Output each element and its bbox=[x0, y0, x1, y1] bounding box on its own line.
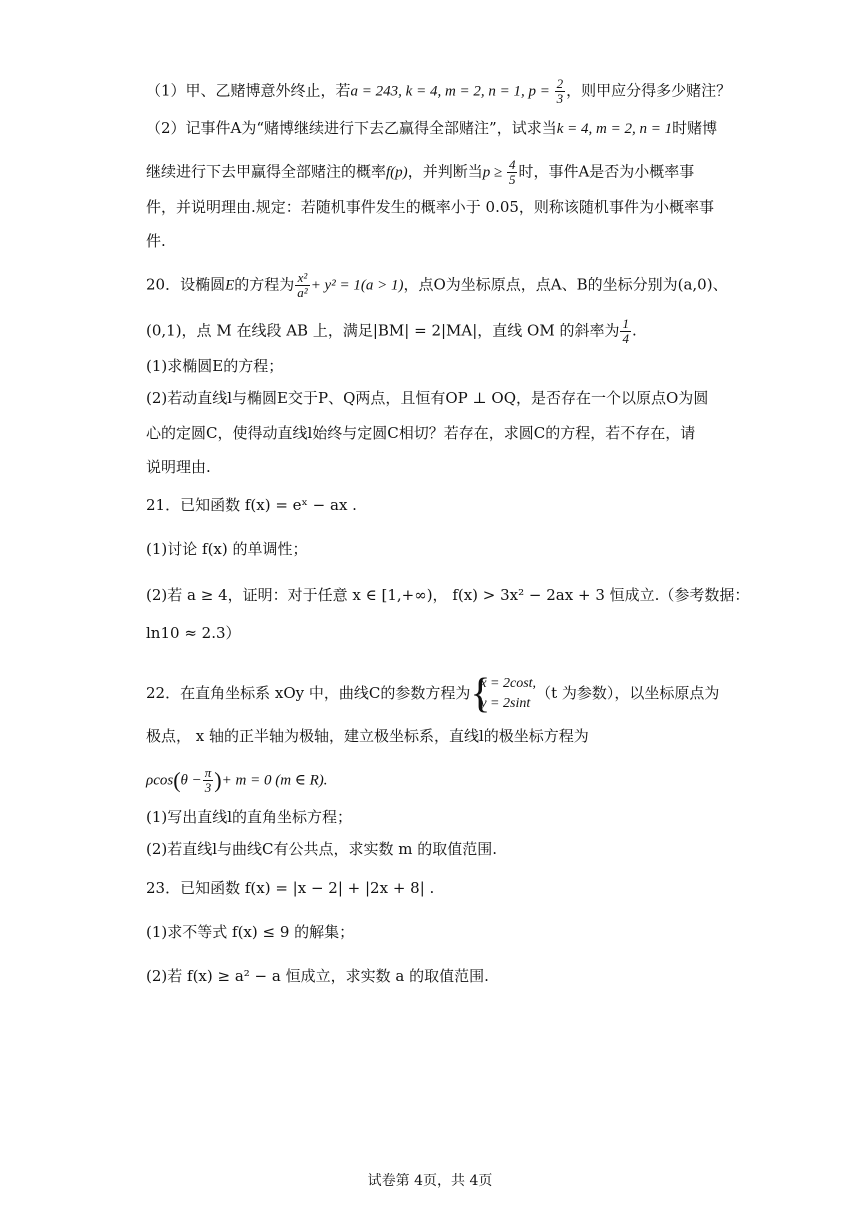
q22-line2: 极点， x 轴的正半轴为极轴，建立极坐标系，直线l的极坐标方程为 bbox=[146, 727, 589, 745]
q19-part1: （1）甲、乙赌博意外终止，若a = 243, k = 4, m = 2, n = 1, p = $\frac{2}{3}$ ，则甲应分得多少赌注？ bbox=[146, 76, 732, 106]
q22-parametric-system: { x = 2cost, y = 2sint bbox=[470, 671, 537, 717]
q19-part2-line2: 继续进行下去甲赢得全部赌注的概率f(p)，并判断当p ≥ $\frac{4}{5}$ 时，事件A是否为小概率事 bbox=[146, 157, 695, 187]
q21-sub2-line2: ln10 ≈ 2.3） bbox=[146, 624, 241, 642]
q22-line1: 22．在直角坐标系 xOy 中，曲线C的参数方程为 { x = 2cost, y = 2sint （t 为参数），以坐标原点为 bbox=[146, 671, 720, 717]
q20-sub2-line1: (2)若动直线l与椭圆E交于P、Q两点，且恒有OP ⊥ OQ，是否存在一个以原点O为圆 bbox=[146, 389, 709, 407]
q20-sub2-line3: 说明理由. bbox=[146, 458, 211, 476]
q19-part2-line1: （2）记事件A为“赌博继续进行下去乙赢得全部赌注”，试求当k = 4, m = 2, n = 1时赌博 bbox=[146, 119, 718, 137]
q23-sub1: (1)求不等式 f(x) ≤ 9 的解集； bbox=[146, 923, 355, 941]
q21-line1: 21．已知函数 f(x) = eˣ − ax . bbox=[146, 496, 357, 514]
q21-sub1: (1)讨论 f(x) 的单调性； bbox=[146, 540, 308, 558]
q20-sub2-line2: 心的定圆C，使得动直线l始终与定圆C相切？若存在，求圆C的方程，若不存在，请 bbox=[146, 424, 696, 442]
q20-sub1: (1)求椭圆E的方程； bbox=[146, 357, 284, 375]
q19-part2-line4: 件. bbox=[146, 232, 166, 250]
page-footer: 试卷第 4页，共 4页 bbox=[367, 1173, 493, 1189]
q22-sub2: (2)若直线l与曲线C有公共点，求实数 m 的取值范围. bbox=[146, 840, 498, 858]
q19-part2-line3: 件，并说明理由.规定：若随机事件发生的概率小于 0.05，则称该随机事件为小概率事 bbox=[146, 198, 714, 216]
q20-line2: (0,1)，点 M 在线段 AB 上，满足|BM| = 2|MA|，直线 OM 的斜率为 $\frac{1}{4}$ . bbox=[146, 316, 637, 346]
q21-sub2-line1: (2)若 a ≥ 4，证明：对于任意 x ∈ [1,+∞)， f(x) > 3x² − 2ax + 3 恒成立.（参考数据： bbox=[146, 586, 750, 604]
q23-sub2: (2)若 f(x) ≥ a² − a 恒成立，求实数 a 的取值范围. bbox=[146, 967, 489, 985]
q23-line1: 23．已知函数 f(x) = |x − 2| + |2x + 8| . bbox=[146, 879, 435, 897]
q20-line1: 20．设椭圆E的方程为 $\frac{\text{x²}}{\text{a²}}$ + y² = 1(a > 1)，点O为坐标原点，点A、B的坐标分别为(a,0)、 bbox=[146, 270, 728, 300]
q22-line3: ρcos(θ − $\frac{\pi}{3}$ )+ m = 0 (m ∈ R). bbox=[146, 765, 328, 795]
q22-sub1: (1)写出直线l的直角坐标方程； bbox=[146, 808, 353, 826]
